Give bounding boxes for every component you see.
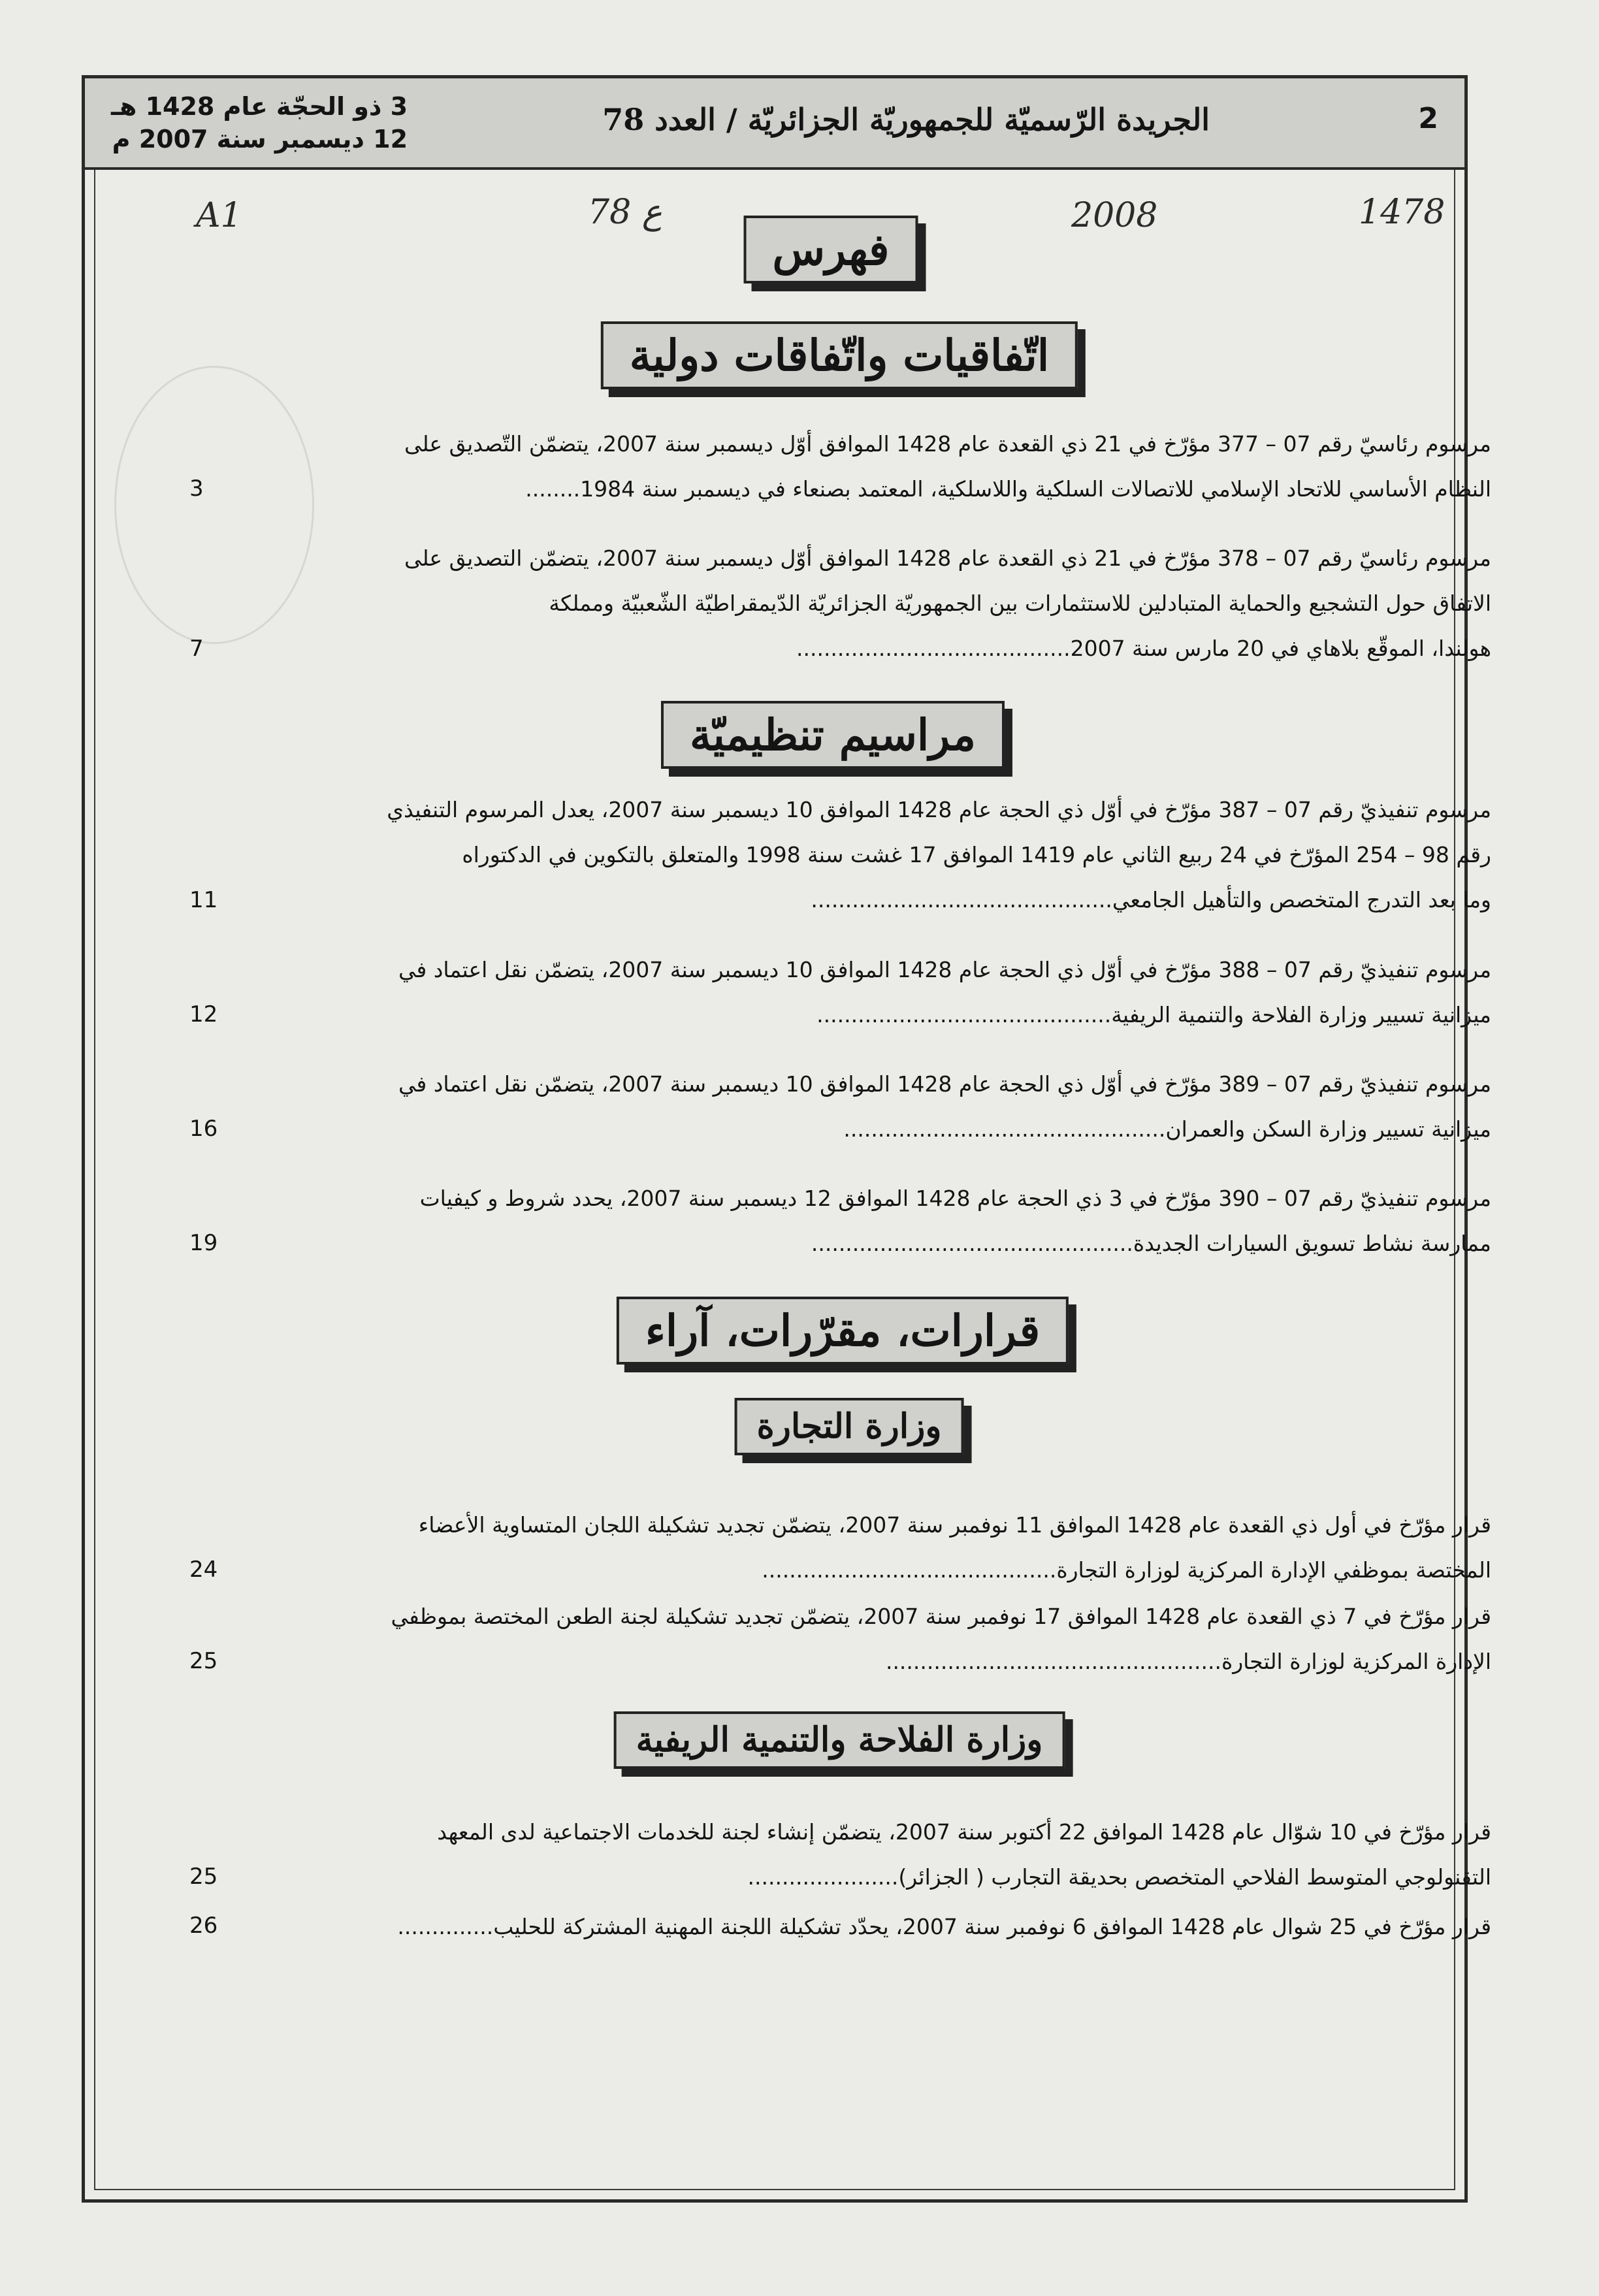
handwritten-annotation: ع 78 [588,193,662,232]
entry-line: قرار مؤرّخ في 10 شوّال عام 1428 الموافق 22 أكتوبر سنة 2007، يتضمّن إنشاء لجنة للخدمات الاجتماعية لدى المعهد [437,1819,1491,1845]
section-title-box [661,701,1005,769]
section-title-box [617,1297,1069,1365]
handwritten-annotation: 2008 [1071,196,1158,235]
section-title: مراسيم تنظيميّة [689,709,977,760]
entry-line: مرسوم تنفيذيّ رقم 07 – 387 مؤرّخ في أوّل ذي الحجة عام 1428 الموافق 10 ديسمبر سنة 2007، يعدل المرسوم التنفيذي [387,797,1491,822]
section-title-box [601,321,1078,389]
section-title: اتّفاقيات واتّفاقات دولية [629,330,1050,381]
index-title: فهرس [772,224,890,275]
entry-line: النظام الأساسي للاتحاد الإسلامي للاتصالات السلكية واللاسلكية، المعتمد بصنعاء في ديسمبر سنة 1984........ [525,476,1491,502]
entry-line: مرسوم رئاسيّ رقم 07 – 378 مؤرّخ في 21 ذي القعدة عام 1428 الموافق أوّل ديسمبر سنة 2007، يتضمّن التصديق على [404,545,1491,571]
entry-page-ref: 7 [189,636,204,662]
entry-line: المختصة بموظفي الإدارة المركزية لوزارة التجارة........................................... [762,1557,1491,1583]
entry-page-ref: 26 [189,1913,218,1939]
entry-page-ref: 3 [189,476,204,502]
entry-page-ref: 24 [189,1557,218,1583]
subsection-title: وزارة التجارة [756,1406,942,1446]
index-entry [219,1502,1491,1593]
subsection-title-box [614,1711,1065,1769]
handwritten-annotation: A1 [196,196,242,235]
entry-line: مرسوم تنفيذيّ رقم 07 – 388 مؤرّخ في أوّل ذي الحجة عام 1428 الموافق 10 ديسمبر سنة 2007، يتضمّن نقل اعتماد في [398,957,1491,982]
index-entry [219,1594,1491,1684]
entry-line: وما بعد التدرج المتخصص والتأهيل الجامعي............................................ [811,887,1491,913]
entry-line: الاتفاق حول التشجيع والحماية المتبادلين للاستثمارات بين الجمهوريّة الجزائريّة الدّيمقراطيّة الشّعبيّة ومملكة [549,590,1491,616]
entry-line: مرسوم تنفيذيّ رقم 07 – 390 مؤرّخ في 3 ذي الحجة عام 1428 الموافق 12 ديسمبر سنة 2007، يحدد شروط و كيفيات [419,1186,1491,1211]
entry-line: مرسوم رئاسيّ رقم 07 – 377 مؤرّخ في 21 ذي القعدة عام 1428 الموافق أوّل ديسمبر سنة 2007، يتضمّن التّصديق على [404,431,1491,457]
entry-page-ref: 19 [189,1230,218,1256]
entry-line: ميزانية تسيير وزارة السكن والعمران............................................... [843,1116,1491,1142]
entry-page-ref: 16 [189,1116,218,1142]
entry-line: مرسوم تنفيذيّ رقم 07 – 389 مؤرّخ في أوّل ذي الحجة عام 1428 الموافق 10 ديسمبر سنة 2007، يتضمّن نقل اعتماد في [398,1071,1491,1097]
gazette-header [85,78,1464,170]
hijri-date: 3 ذو الحجّة عام 1428 هـ [111,92,408,121]
index-entry [219,421,1491,511]
index-entry [219,1061,1491,1152]
index-entry [219,787,1491,922]
entry-line: الإدارة المركزية لوزارة التجارة................................................. [885,1649,1491,1674]
handwritten-annotation: 1478 [1359,193,1446,232]
entry-line: التقنولوجي المتوسط الفلاحي المتخصص بحديقة التجارب ( الجزائر)...................... [747,1864,1491,1890]
entry-line: قرار مؤرّخ في 7 ذي القعدة عام 1428 الموافق 17 نوفمبر سنة 2007، يتضمّن تجديد تشكيلة لجنة الطعن المختصة بموظفي [391,1604,1491,1629]
entry-line: رقم 98 – 254 المؤرّخ في 24 ربيع الثاني عام 1419 الموافق 17 غشت سنة 1998 والمتعلق بالتكوين في الدكتوراه [462,842,1491,867]
entry-page-ref: 12 [189,1001,218,1027]
entry-line: هولندا، الموقّع بلاهاي في 20 مارس سنة 2007........................................ [796,636,1491,661]
entry-page-ref: 25 [189,1648,218,1674]
subsection-title-box [735,1398,964,1455]
index-entry [219,947,1491,1037]
index-entry [219,1176,1491,1266]
subsection-title: وزارة الفلاحة والتنمية الريفية [636,1720,1043,1760]
section-title: قرارات، مقرّرات، آراء [645,1305,1041,1356]
index-entry [219,1904,1491,1949]
entry-line: قرار مؤرّخ في 25 شوال عام 1428 الموافق 6 نوفمبر سنة 2007، يحدّد تشكيلة اللجنة المهنية المشتركة للحليب.............. [397,1914,1491,1939]
gazette-title: الجريدة الرّسميّة للجمهوريّة الجزائريّة / العدد 78 [602,102,1210,137]
index-entry [219,1809,1491,1900]
entry-line: قرار مؤرّخ في أول ذي القعدة عام 1428 الموافق 11 نوفمبر سنة 2007، يتضمّن تجديد تشكيلة اللجان المتساوية الأعضاء [418,1512,1491,1538]
entry-page-ref: 11 [189,887,218,913]
entry-line: ميزانية تسيير وزارة الفلاحة والتنمية الريفية........................................... [816,1002,1491,1027]
index-title-box [744,216,918,283]
entry-line: ممارسة نشاط تسويق السيارات الجديدة............................................... [811,1231,1491,1256]
entry-page-ref: 25 [189,1864,218,1890]
issue-date [111,90,408,155]
index-entry [219,536,1491,671]
gregorian-date: 12 ديسمبر سنة 2007 م [112,125,408,154]
page-number: 2 [1418,102,1438,135]
